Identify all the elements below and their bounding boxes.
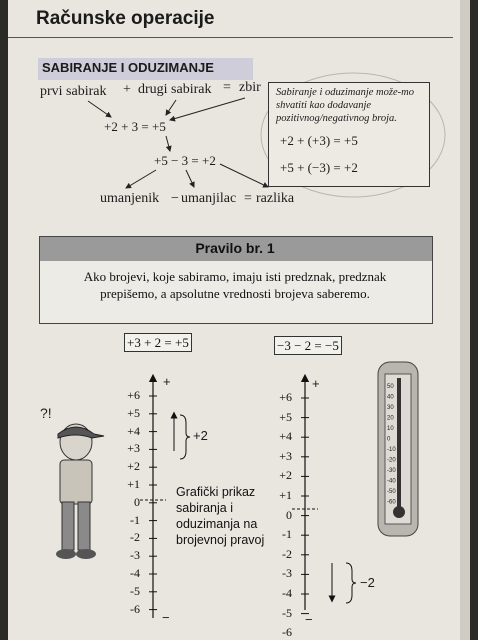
page-title: Računske operacije <box>36 8 215 29</box>
number-line-label: +3 <box>279 448 292 463</box>
info-box-equation-1: +2 + (+3) = +5 <box>280 133 358 148</box>
rule-text: Ako brojevi, koje sabiramo, imaju isti predznak, predznak prepišemo, a apsolutne vrednosti brojeva saberemo. <box>83 269 387 301</box>
number-line-label: -5 <box>130 583 140 598</box>
info-box-equation-2: +5 + (−3) = +2 <box>280 160 358 175</box>
thermometer-scale-label: 0 <box>387 436 391 443</box>
equals-operator: = <box>223 80 231 95</box>
thermometer-scale-label: 10 <box>387 426 394 432</box>
term-subtrahend: umanjilac <box>181 191 237 206</box>
right-axis-minus-sign: − <box>305 612 313 627</box>
thermometer-scale-label: 50 <box>387 384 394 390</box>
book-page <box>8 0 470 640</box>
thermometer-scale-label: 20 <box>387 415 394 422</box>
number-line-label: -6 <box>282 625 292 640</box>
term-second-addend: drugi sabirak <box>138 82 212 97</box>
left-example-equation: +3 + 2 = +5 <box>124 333 192 352</box>
right-example-equation: −3 − 2 = −5 <box>274 336 342 355</box>
left-step-label: +2 <box>193 428 208 443</box>
term-minuend: umanjenik <box>100 191 160 206</box>
term-sum: zbir <box>239 80 261 95</box>
number-line-label: 0 <box>286 507 292 522</box>
thermometer-scale-label: -40 <box>387 478 396 485</box>
number-line-caption: Grafički prikaz sabiranja i oduzimanja na brojevnoj pravoj <box>176 485 265 547</box>
cartoon-boy-illustration <box>32 398 112 566</box>
addition-example: +2 + 3 = +5 <box>104 119 166 134</box>
thermometer-scale-label: -60 <box>387 499 396 506</box>
equals-operator-2: = <box>244 191 252 206</box>
question-exclaim-icon: ?! <box>40 405 52 421</box>
left-axis-minus-sign: − <box>162 610 170 625</box>
number-line-label: -2 <box>282 546 292 561</box>
rule-title: Pravilo br. 1 <box>195 240 275 256</box>
number-line-label: +5 <box>279 409 292 424</box>
thermometer-illustration <box>374 360 424 540</box>
thermometer-scale-label: 30 <box>387 405 394 411</box>
number-line-label: -1 <box>282 527 292 542</box>
left-axis-plus-sign: + <box>163 374 171 389</box>
right-axis-plus-sign: + <box>312 376 320 391</box>
info-box-text: Sabiranje i oduzimanje može-mo shvatiti kao dodavanje pozitivnog/negativnog broja. <box>276 87 414 124</box>
number-line-label: -1 <box>130 512 140 527</box>
number-line-label: -2 <box>130 530 140 545</box>
number-line-label: +6 <box>279 390 292 404</box>
plus-operator: + <box>123 82 131 97</box>
number-line-label: -3 <box>130 548 140 563</box>
number-line-label: +3 <box>127 441 140 456</box>
thermometer-scale-label: -30 <box>387 468 396 474</box>
thermometer-scale-label: 40 <box>387 394 394 401</box>
right-step-label: −2 <box>360 575 375 590</box>
section-heading: SABIRANJE I ODUZIMANJE <box>42 60 214 75</box>
number-line-label: -5 <box>282 605 292 620</box>
subtraction-example: +5 − 3 = +2 <box>154 153 216 168</box>
number-line-label: 0 <box>134 494 140 509</box>
number-line-label: +2 <box>279 468 292 483</box>
term-first-addend: prvi sabirak <box>40 84 107 99</box>
number-line-label: +2 <box>127 459 140 474</box>
number-line-label: +5 <box>127 405 140 420</box>
left-step-brace <box>180 415 190 459</box>
number-line-label: -4 <box>282 586 292 600</box>
right-step-brace <box>346 563 356 603</box>
number-line-label: +1 <box>279 488 292 502</box>
number-line-label: +4 <box>279 429 292 444</box>
thermometer-scale-label: -10 <box>387 447 396 453</box>
thermometer-scale-label: -50 <box>387 489 396 495</box>
number-line-label: +6 <box>127 388 140 402</box>
number-line-label: -6 <box>130 601 140 616</box>
number-line-label: +1 <box>127 477 140 491</box>
thermometer-scale-label: -20 <box>387 457 396 464</box>
number-line-label: -4 <box>130 566 140 580</box>
minus-operator: − <box>171 191 179 206</box>
number-line-label: +4 <box>127 423 140 438</box>
term-difference: razlika <box>256 191 295 206</box>
number-line-label: -3 <box>282 566 292 581</box>
